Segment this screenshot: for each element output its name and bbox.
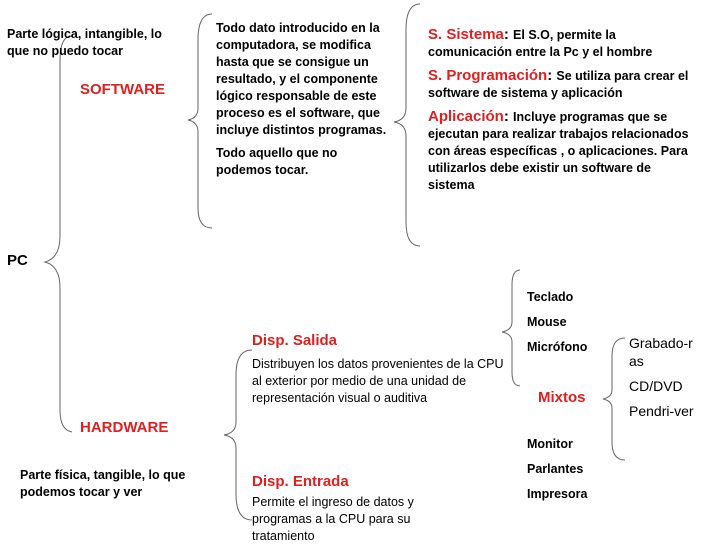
- mixtos-label: Mixtos: [538, 389, 586, 406]
- mixto-item: CD/DVD: [629, 378, 683, 394]
- type-desc: El S.O, permite la comunicación entre la Pc y el hombre: [428, 28, 653, 59]
- software-types: [428, 26, 690, 194]
- input-devices: [527, 289, 587, 364]
- type-name: S. Sistema: [428, 26, 504, 43]
- hardware-label: HARDWARE: [80, 419, 169, 436]
- software-definition-2: Todo aquello que no podemos tocar.: [216, 146, 338, 177]
- entrada-title: Disp. Entrada: [252, 473, 349, 490]
- output-devices: [527, 436, 587, 511]
- software-label: SOFTWARE: [80, 81, 165, 98]
- hardware-description: Parte física, tangible, lo que podemos tocar y ver: [20, 468, 186, 499]
- mixto-item: Grabado-ras: [629, 335, 693, 369]
- device-item: Mouse: [527, 315, 567, 329]
- software-types-brace: [394, 4, 420, 246]
- device-item: Parlantes: [527, 462, 584, 476]
- hardware-brace: [224, 350, 252, 520]
- type-name: Aplicación: [428, 108, 504, 125]
- software-description: Parte lógica, intangible, lo que no puedo tocar: [7, 27, 162, 58]
- type-desc: Incluye programas que se ejecutan para realizar trabajos relacionados con áreas específicas , o aplicaciones. Para utilizarlos debe existir un software de sistema: [428, 110, 689, 192]
- pc-brace: [45, 36, 72, 432]
- software-type-programacion: S. Programación: Se utiliza para crear el software de sistema y aplicación: [428, 67, 689, 100]
- type-name: S. Programación: [428, 67, 548, 84]
- software-type-aplicacion: Aplicación: Incluye programas que se ejecutan para realizar trabajos relacionados con áreas específicas , o aplicaciones. Para utilizarlos debe existir un software de sistema: [428, 108, 689, 192]
- entrada-desc: Permite el ingreso de datos y programas a la CPU para su tratamiento: [252, 495, 414, 543]
- software-definition: [216, 20, 388, 179]
- software-definition-1: Todo dato introducido en la computadora, se modifica hasta que se consigue un resultado, y el componente lógico responsable de este proceso es el software, que incluye distintos programas.: [216, 21, 387, 137]
- device-item: Teclado: [527, 290, 574, 304]
- device-item: Impresora: [527, 487, 588, 501]
- type-desc: Se utiliza para crear el software de sistema y aplicación: [428, 69, 689, 100]
- salida-title: Disp. Salida: [252, 332, 338, 349]
- device-item: Micrófono: [527, 340, 588, 354]
- mixtos-items: [629, 334, 699, 420]
- software-type-sistema: S. Sistema: El S.O, permite la comunicación entre la Pc y el hombre: [428, 26, 653, 59]
- device-item: Monitor: [527, 437, 573, 451]
- software-brace: [188, 14, 212, 228]
- pc-label: PC: [7, 252, 28, 269]
- salida-desc: Distribuyen los datos provenientes de la CPU al exterior por medio de una unidad de representación visual o auditiva: [252, 357, 504, 405]
- mixto-item: Pendri-ver: [629, 403, 694, 419]
- entrada-block: [252, 472, 452, 545]
- mixtos-brace: [603, 338, 625, 460]
- salida-block: [252, 331, 508, 407]
